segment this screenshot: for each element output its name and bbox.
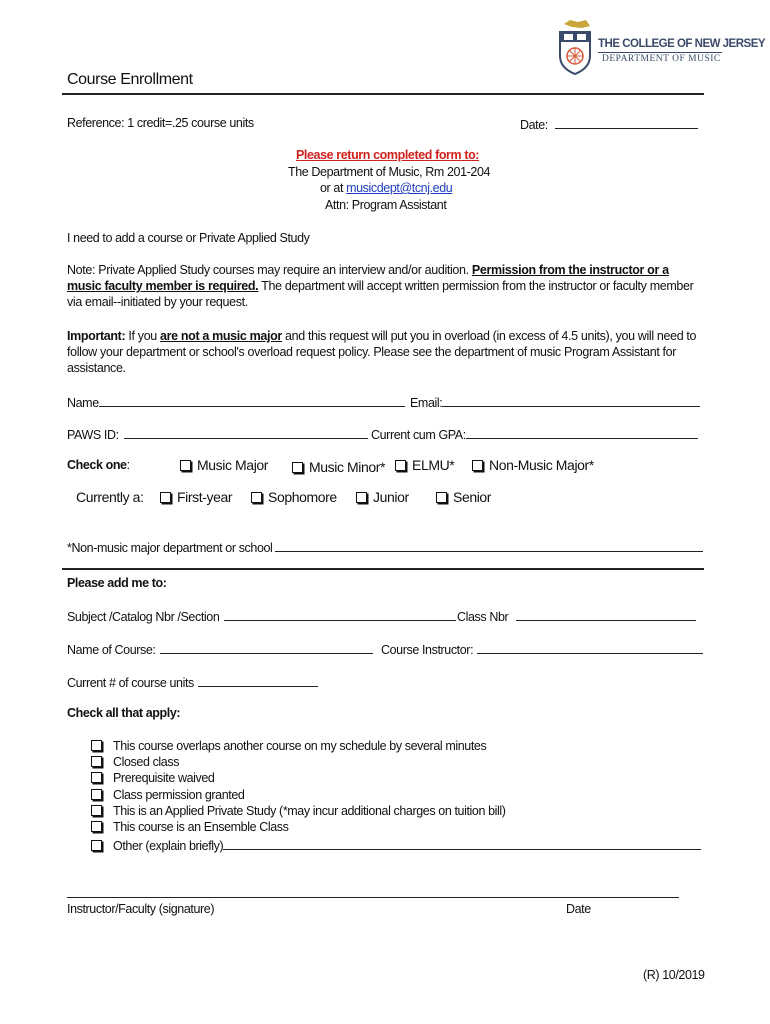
email-link[interactable]: musicdept@tcnj.edu: [346, 181, 453, 195]
option-label: Non-Music Major*: [489, 457, 594, 473]
check-item-label: This course is an Ensemble Class: [113, 820, 289, 834]
checkbox-icon[interactable]: [91, 789, 102, 800]
checkbox-icon[interactable]: [436, 492, 447, 503]
return-email-line: [320, 181, 452, 195]
signature-line[interactable]: [67, 897, 679, 898]
check-item-label: Closed class: [113, 755, 180, 769]
check-item-other[interactable]: [91, 837, 701, 853]
email-field[interactable]: [410, 394, 700, 410]
signature-date-label: Date: [566, 902, 591, 916]
email-label: Email:: [410, 396, 443, 410]
option-label: ELMU*: [412, 457, 455, 473]
course-units-label: Current # of course units: [67, 676, 194, 690]
option-label: Senior: [453, 489, 492, 505]
check-item-label: Class permission granted: [113, 788, 245, 802]
name-label: Name: [67, 396, 99, 410]
gpa-field[interactable]: [371, 426, 698, 442]
check-item-label: This course overlaps another course on my schedule by several minutes: [113, 739, 487, 753]
checkbox-icon[interactable]: [292, 462, 303, 473]
currently-label: Currently a:: [76, 489, 144, 505]
note-prefix: Note: Private Applied Study courses may require an interview and/or audition.: [67, 263, 472, 277]
checkbox-icon[interactable]: [91, 805, 102, 816]
return-address: The Department of Music, Rm 201-204: [288, 165, 491, 179]
subject-label: Subject /Catalog Nbr /Section: [67, 610, 220, 624]
important-label: Important:: [67, 329, 126, 343]
crest-icon: [556, 18, 594, 76]
checkbox-icon[interactable]: [91, 740, 102, 751]
note-paragraph: [67, 262, 697, 310]
note-bold: Permission from the instructor or a music faculty member is required.: [67, 263, 669, 293]
option-label: Sophomore: [268, 489, 337, 505]
subject-field[interactable]: [67, 608, 456, 624]
course-name-label: Name of Course:: [67, 643, 156, 657]
check-item-label: This is an Applied Private Study (*may incur additional charges on tuition bill): [113, 804, 506, 818]
check-item-label: Prerequisite waived: [113, 771, 215, 785]
checkbox-music-major[interactable]: [180, 457, 268, 473]
nonmusic-dept-label: *Non-music major department or school: [67, 541, 273, 555]
return-attn: Attn: Program Assistant: [325, 198, 447, 212]
checkbox-non-music-major[interactable]: [472, 457, 594, 473]
need-line: I need to add a course or Private Applied Study: [67, 231, 310, 245]
nonmusic-dept-field[interactable]: [67, 539, 703, 555]
college-logo: [556, 18, 766, 76]
checkbox-icon[interactable]: [91, 756, 102, 767]
checkbox-icon[interactable]: [356, 492, 367, 503]
check-item-closed[interactable]: [91, 755, 179, 769]
checkbox-icon[interactable]: [91, 821, 102, 832]
check-item-overlap[interactable]: [91, 739, 486, 753]
return-or-at: or at: [320, 181, 347, 195]
checkbox-icon[interactable]: [395, 460, 406, 471]
checkbox-icon[interactable]: [180, 460, 191, 471]
reference-text: Reference: 1 credit=.25 course units: [67, 116, 254, 130]
checkbox-music-minor[interactable]: [292, 459, 385, 475]
check-item-applied[interactable]: [91, 804, 506, 818]
checkbox-first-year[interactable]: [160, 489, 232, 505]
class-nbr-field[interactable]: [457, 608, 696, 624]
course-units-field[interactable]: [67, 674, 318, 690]
instructor-field[interactable]: [381, 641, 703, 657]
checkbox-icon[interactable]: [251, 492, 262, 503]
important-bold: are not a music major: [160, 329, 282, 343]
checkbox-sophomore[interactable]: [251, 489, 337, 505]
checkbox-elmu[interactable]: [395, 457, 454, 473]
checkbox-senior[interactable]: [436, 489, 491, 505]
course-name-field[interactable]: [67, 641, 373, 657]
signature-label: Instructor/Faculty (signature): [67, 902, 215, 916]
option-label: First-year: [177, 489, 233, 505]
check-one-colon: :: [126, 458, 130, 472]
check-item-ensemble[interactable]: [91, 820, 288, 834]
important-b: and this request will put you in overload (in excess of 4.5 units), you will need to follow your department or school's overload request policy. Please see the department of music Program Assistant for assistance.: [67, 329, 697, 375]
check-item-permission[interactable]: [91, 788, 244, 802]
section-divider: [62, 568, 704, 570]
return-heading: Please return completed form to:: [296, 148, 480, 162]
instructor-label: Course Instructor:: [381, 643, 474, 657]
option-label: Music Minor*: [309, 459, 386, 475]
name-field[interactable]: [67, 394, 405, 410]
checkbox-icon[interactable]: [91, 772, 102, 783]
paws-id-field[interactable]: [67, 426, 368, 442]
revision-label: (R) 10/2019: [643, 968, 705, 982]
class-nbr-label: Class Nbr: [457, 610, 509, 624]
checkbox-junior[interactable]: [356, 489, 409, 505]
date-field[interactable]: [520, 116, 698, 132]
note-suffix: The department will accept written permission from the instructor or faculty member via email--initiated by your request.: [67, 279, 694, 309]
logo-title: THE COLLEGE OF NEW JERSEY: [598, 38, 766, 50]
check-item-label: Other (explain briefly): [113, 839, 224, 853]
checkbox-icon[interactable]: [472, 460, 483, 471]
checkbox-icon[interactable]: [91, 840, 102, 851]
check-item-prereq[interactable]: [91, 771, 214, 785]
logo-subtitle: DEPARTMENT OF MUSIC: [602, 54, 721, 64]
option-label: Music Major: [197, 457, 269, 473]
page-title: Course Enrollment: [67, 71, 193, 88]
check-all-heading: Check all that apply:: [67, 706, 181, 720]
paws-id-label: PAWS ID:: [67, 428, 119, 442]
gpa-label: Current cum GPA:: [371, 428, 466, 442]
check-one-label: [67, 458, 130, 472]
important-paragraph: [67, 328, 697, 376]
check-one-text: Check one: [67, 458, 127, 472]
add-me-heading: Please add me to:: [67, 576, 167, 590]
important-a: If you: [125, 329, 161, 343]
title-divider: [62, 93, 704, 95]
checkbox-icon[interactable]: [160, 492, 171, 503]
option-label: Junior: [373, 489, 409, 505]
date-label: Date:: [520, 118, 548, 132]
